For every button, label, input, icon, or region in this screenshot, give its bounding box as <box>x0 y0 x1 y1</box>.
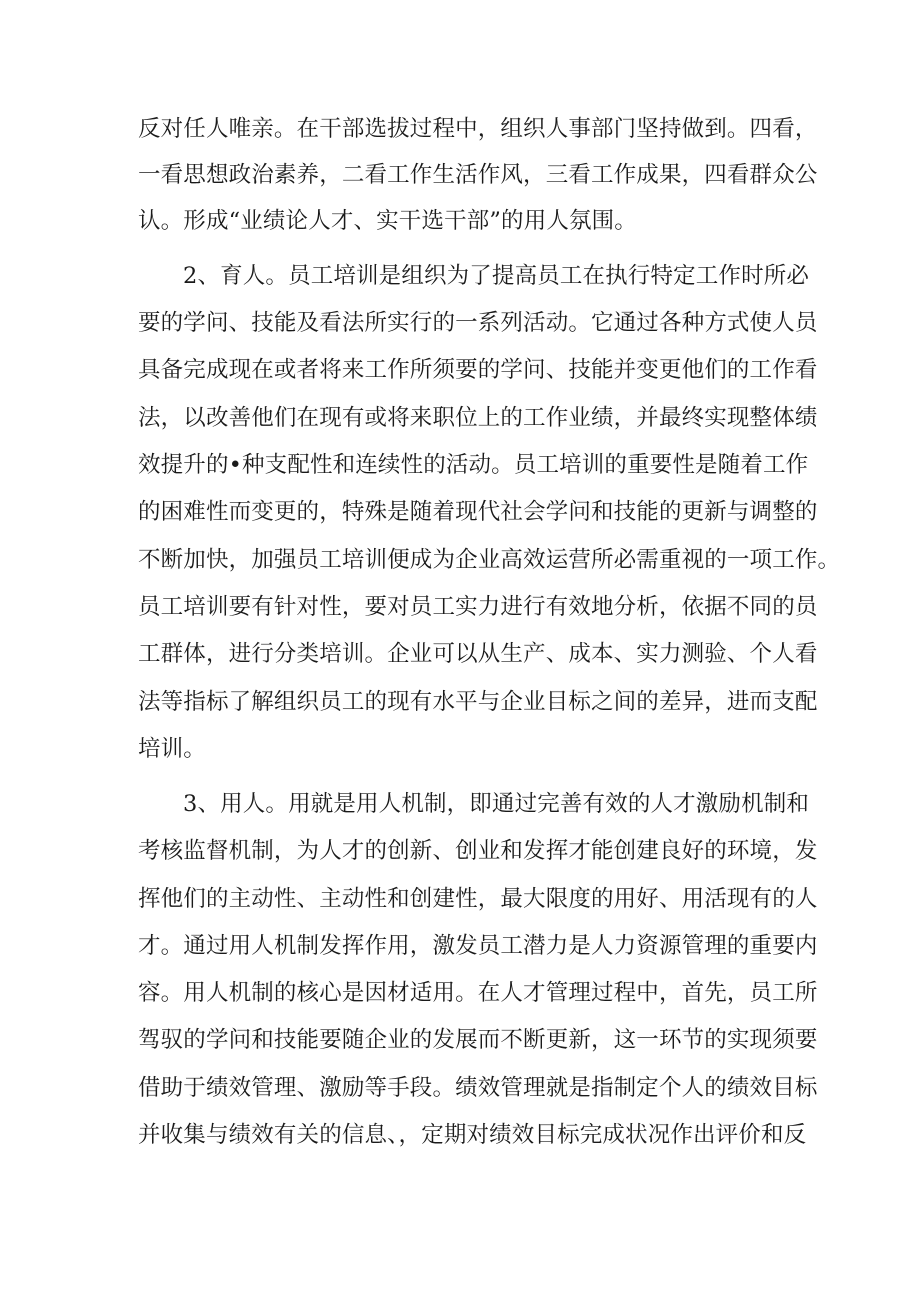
text-line-19: 容。用人机制的核心是因材适用。在人才管理过程中，首先，员工所 <box>138 980 818 1006</box>
text-line-21: 借助于绩效管理、激励等手段。绩效管理就是指制定个人的绩效目标 <box>138 1075 818 1101</box>
text-line-14: 培训。 <box>138 736 206 762</box>
text-line-2: 一看思想政治素养，二看工作生活作风，三看工作成果，四看群众公 <box>138 162 818 188</box>
text-line-16: 考核监督机制，为人才的创新、创业和发挥才能创建良好的环境，发 <box>138 838 818 864</box>
text-line-13: 法等指标了解组织员工的现有水平与企业目标之间的差异，进而支配 <box>138 689 818 715</box>
paragraph-3-heading-line: 3、用人。用就是用人机制，即通过完善有效的人才激励机制和 <box>183 791 810 817</box>
text-line-1: 反对任人唯亲。在干部选拔过程中，组织人事部门坚持做到。四看， <box>138 116 818 142</box>
text-line-17: 挥他们的主动性、主动性和创建性，最大限度的用好、用活现有的人 <box>138 886 818 912</box>
text-line-18: 才。通过用人机制发挥作用，激发员工潜力是人力资源管理的重要内 <box>138 933 818 959</box>
text-line-7: 法，以改善他们在现有或将来职位上的工作业绩，并最终实现整体绩 <box>138 405 818 431</box>
text-line-5: 要的学问、技能及看法所实行的一系列活动。它通过各种方式使人员 <box>138 310 818 336</box>
text-line-9: 的困难性而变更的，特殊是随着现代社会学问和技能的更新与调整的 <box>138 499 818 525</box>
text-line-20: 驾驭的学问和技能要随企业的发展而不断更新，这一环节的实现须要 <box>138 1027 818 1053</box>
text-line-3: 认。形成“业绩论人才、实干选干部”的用人氛围。 <box>138 208 637 234</box>
text-line-22: 并收集与绩效有关的信息、，定期对绩效目标完成状况作出评价和反 <box>138 1122 807 1148</box>
text-line-12: 工群体，进行分类培训。企业可以从生产、成本、实力测验、个人看 <box>138 641 818 667</box>
text-line-8: 效提升的•种支配性和连续性的活动。员工培训的重要性是随着工作 <box>138 452 809 478</box>
text-line-10: 不断加快，加强员工培训便成为企业高效运营所必需重视的一项工作。 <box>138 547 841 573</box>
text-line-11: 员工培训要有针对性，要对员工实力进行有效地分析，依据不同的员 <box>138 594 818 620</box>
text-line-6: 具备完成现在或者将来工作所须要的学问、技能并变更他们的工作看 <box>138 357 818 383</box>
paragraph-2-heading-line: 2、育人。员工培训是组织为了提高员工在执行特定工作时所必 <box>183 263 810 289</box>
